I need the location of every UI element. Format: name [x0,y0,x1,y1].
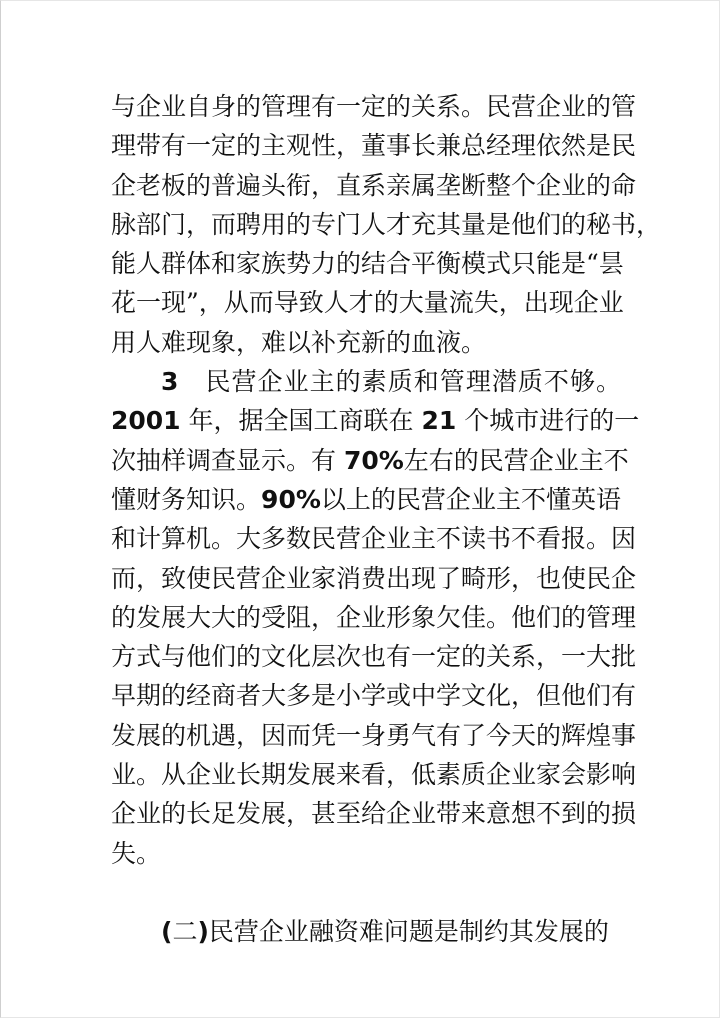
paragraph-line: 2001 年，据全国工商联在 21 个城市进行的一 [111,406,640,436]
paragraph-line: 方式与他们的文化层次也有一定的关系，一大批 [111,642,637,672]
paragraph-line: 的发展大大的受阻，企业形象欠佳。他们的管理 [111,602,637,632]
section-heading: (二)民营企业融资难问题是制约其发展的 [161,917,609,947]
paragraph-line: 而，致使民营企业家消费出现了畸形，也使民企 [111,563,637,593]
paragraph-line: 花一现”，从而导致人才的大量流失，出现企业 [111,288,624,318]
paragraph-line: 懂财务知识。90%以上的民营企业主不懂英语 [111,484,621,514]
paragraph-line: 失。 [111,838,162,868]
paragraph-line: 3 民营企业主的素质和管理潜质不够。 [161,367,621,397]
body-text [111,87,662,952]
paragraph-line: 早期的经商者大多是小学或中学文化，但他们有 [111,681,637,711]
paragraph-line: 用人难现象，难以补充新的血液。 [111,327,487,357]
paragraph-line: 理带有一定的主观性，董事长兼总经理依然是民 [111,131,637,161]
paragraph-line: 业。从企业长期发展来看，低素质企业家会影响 [111,760,637,790]
paragraph-line: 和计算机。大多数民营企业主不读书不看报。因 [111,524,637,554]
paragraph-line: 企业的长足发展，甚至给企业带来意想不到的损 [111,799,637,829]
paragraph-line: 企老板的普遍头衔，直系亲属垄断整个企业的命 [111,170,637,200]
paragraph-line: 与企业自身的管理有一定的关系。民营企业的管 [111,92,637,121]
paragraph-line: 能人群体和家族势力的结合平衡模式只能是“昙 [111,249,624,279]
blank-line [111,873,621,912]
paragraph-line: 脉部门，而聘用的专门人才充其量是他们的秘书， [111,209,662,239]
paragraph-line: 次抽样调查显示。有 70%左右的民营企业主不 [111,445,629,475]
paragraph-line: 发展的机遇，因而凭一身勇气有了今天的辉煌事 [111,720,637,750]
